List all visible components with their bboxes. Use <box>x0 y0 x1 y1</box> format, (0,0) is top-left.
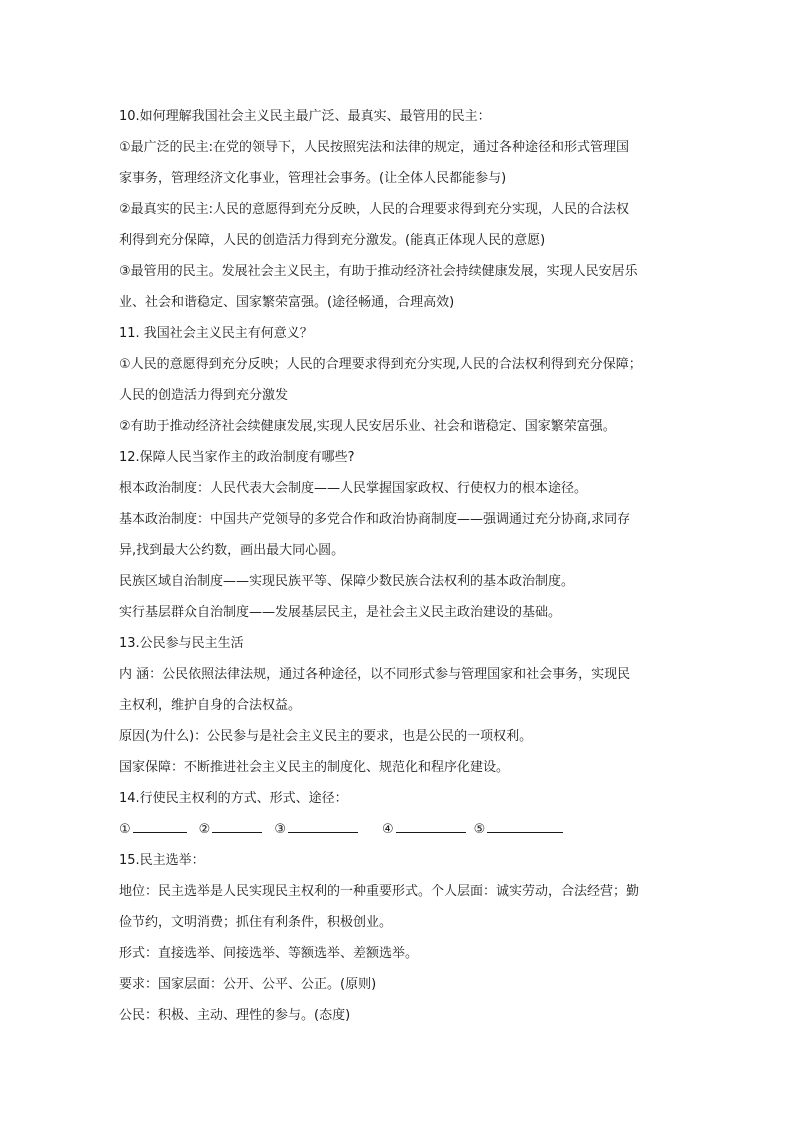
blank-number: ④ <box>381 822 394 837</box>
question-15-heading: 15.民主选举： <box>119 853 205 868</box>
text-line: 俭节约，文明消费；抓住有利条件，积极创业。 <box>119 915 393 930</box>
document-body <box>119 101 679 1031</box>
blank-item-1 <box>119 814 187 845</box>
text-line: 民族区域自治制度——实现民族平等、保障少数民族合法权利的基本政治制度。 <box>119 574 575 589</box>
text-line: 家事务，管理经济文化事业，管理社会事务。(让全体人民都能参与) <box>119 171 507 186</box>
question-12-heading: 12.保障人民当家作主的政治制度有哪些? <box>119 450 355 465</box>
text-line: 内 涵：公民依照法律法规，通过各种途径，以不同形式参与管理国家和社会事务，实现民 <box>119 667 631 682</box>
text-line: ②最真实的民主:人民的意愿得到充分反映，人民的合理要求得到充分实现，人民的合法权 <box>119 202 630 217</box>
fill-in-blanks-row <box>119 814 679 845</box>
text-line: 地位：民主选举是人民实现民主权利的一种重要形式。个人层面：诚实劳动，合法经营；勤 <box>119 884 640 899</box>
question-10-heading: 10.如何理解我国社会主义民主最广泛、最真实、最管用的民主： <box>119 109 491 124</box>
blank-item-3 <box>274 814 358 845</box>
blank-number: ③ <box>274 822 286 837</box>
text-line: 主权利，维护自身的合法权益。 <box>119 698 302 713</box>
text-line: 原因(为什么)：公民参与是社会主义民主的要求，也是公民的一项权利。 <box>119 729 533 744</box>
text-line: ①人民的意愿得到充分反映；人民的合理要求得到充分实现,人民的合法权利得到充分保障； <box>119 357 642 372</box>
text-line: 人民的创造活力得到充分激发 <box>119 388 289 403</box>
text-line: 异,找到最大公约数，画出最大同心圆。 <box>119 543 345 558</box>
text-line: 基本政治制度：中国共产党领导的多党合作和政治协商制度——强调通过充分协商,求同存 <box>119 512 631 527</box>
blank-item-4 <box>382 814 466 845</box>
blank-line[interactable] <box>396 818 466 833</box>
blank-number: ② <box>198 822 211 837</box>
blank-line[interactable] <box>288 818 358 833</box>
text-line: 公民：积极、主动、理性的参与。(态度) <box>119 1008 351 1023</box>
text-line: 国家保障：不断推进社会主义民主的制度化、规范化和程序化建设。 <box>119 760 510 775</box>
text-line: 利得到充分保障，人民的创造活力得到充分激发。(能真正体现人民的意愿) <box>119 233 546 248</box>
question-11-heading: 11. 我国社会主义民主有何意义？ <box>119 326 313 341</box>
text-line: ②有助于推动经济社会续健康发展,实现人民安居乐业、社会和谐稳定、国家繁荣富强。 <box>119 419 616 434</box>
question-13-heading: 13.公民参与民主生活 <box>119 636 244 651</box>
blank-line[interactable] <box>133 818 187 833</box>
text-line: 形式：直接选举、间接选举、等额选举、差额选举。 <box>119 946 419 961</box>
blank-line[interactable] <box>487 818 563 833</box>
text-line: ③最管用的民主。发展社会主义民主，有助于推动经济社会持续健康发展，实现人民安居乐 <box>119 264 638 279</box>
text-line: 根本政治制度：人民代表大会制度——人民掌握国家政权、行使权力的根本途径。 <box>119 481 588 496</box>
blank-item-2 <box>199 814 263 845</box>
blank-line[interactable] <box>212 818 262 833</box>
question-14-heading: 14.行使民主权利的方式、形式、途径： <box>119 791 348 806</box>
text-line: 实行基层群众自治制度——发展基层民主，是社会主义民主政治建设的基础。 <box>119 605 562 620</box>
text-line: ①最广泛的民主:在党的领导下，人民按照宪法和法律的规定，通过各种途径和形式管理国 <box>119 140 630 155</box>
blank-number: ① <box>119 822 131 837</box>
text-line: 业、社会和谐稳定、国家繁荣富强。(途径畅通，合理高效) <box>119 295 455 310</box>
text-line: 要求：国家层面：公开、公平、公正。(原则) <box>119 977 377 992</box>
blank-number: ⑤ <box>473 822 486 837</box>
blank-item-5 <box>474 814 564 845</box>
